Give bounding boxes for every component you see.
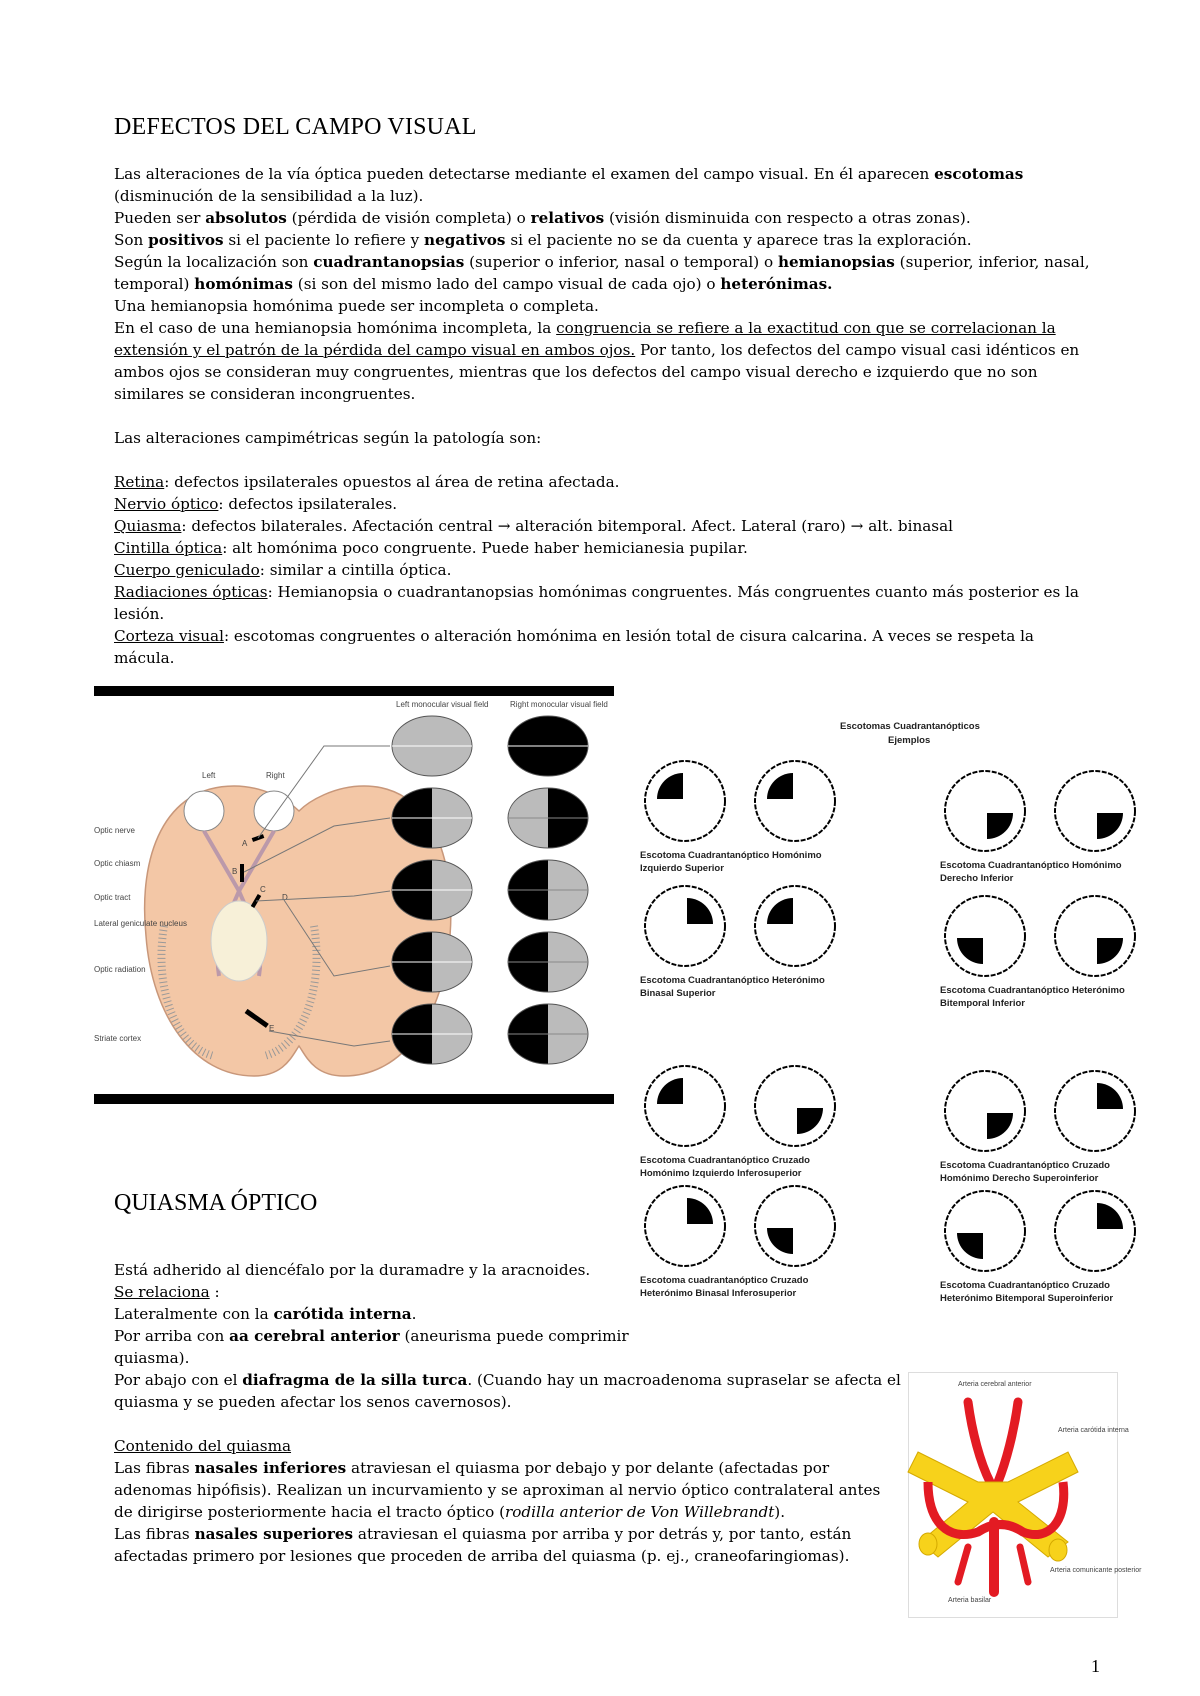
- pathology-item: [114, 559, 1099, 581]
- page-title: DEFECTOS DEL CAMPO VISUAL: [114, 114, 477, 140]
- scotoma-disc: [945, 896, 1025, 976]
- right-field-disc: [508, 1004, 588, 1064]
- scotoma-discs: [645, 761, 1135, 1271]
- right-field-disc: [508, 860, 588, 920]
- left-field-disc: [392, 1004, 472, 1064]
- scotoma-disc: [645, 1066, 725, 1146]
- label-lgn: Lateral geniculate nucleus: [94, 919, 187, 928]
- pathology-label: Retina: [114, 473, 165, 491]
- intro-paragraph: Según la localización son cuadrantanopsias (superior o inferior, nasal o temporal) o hemianopsias (superior, inferior, nasal, temporal) homónimas (si son del mismo lado del campo visual de cada ojo) o heterónimas.: [114, 253, 1090, 293]
- pathology-item: [114, 581, 1099, 625]
- pathology-description: : defectos bilaterales. Afectación central → alteración bitemporal. Afect. Lateral (raro) → alt. binasal: [181, 517, 954, 535]
- quiasma-paragraph: Se relaciona :: [114, 1283, 220, 1301]
- intro-text: [114, 163, 1099, 669]
- pathology-item: [114, 537, 1099, 559]
- pathology-description: : alt homónima poco congruente. Puede haber hemicianesia pupilar.: [222, 539, 748, 557]
- pathology-item: [114, 625, 1099, 669]
- quiasma-paragraph: Está adherido al diencéfalo por la duramadre y la aracnoides.: [114, 1261, 591, 1279]
- scotoma-caption: Escotoma Cuadrantanóptico Homónimo Izquierdo Superior: [640, 850, 822, 874]
- scotoma-figure-title: Escotomas Cuadrantanópticos: [840, 721, 980, 732]
- label-optic-chiasm: Optic chiasm: [94, 859, 141, 868]
- right-field-disc: [508, 716, 588, 776]
- pathology-description: : defectos ipsilaterales opuestos al área de retina afectada.: [164, 473, 620, 491]
- intro-paragraph: Una hemianopsia homónima puede ser incompleta o completa.: [114, 297, 599, 315]
- scotoma-disc: [755, 886, 835, 966]
- pathology-description: : escotomas congruentes o alteración homónima en lesión total de cisura calcarina. A veces se respeta la mácula.: [114, 627, 1034, 667]
- quiasma-paragraph: Lateralmente con la carótida interna.: [114, 1305, 417, 1323]
- scotoma-disc: [945, 1071, 1025, 1151]
- right-field-disc: [508, 788, 588, 848]
- scotoma-disc: [645, 761, 725, 841]
- section-title-quiasma: QUIASMA ÓPTICO: [114, 1190, 318, 1216]
- lesion-d: D: [282, 893, 288, 902]
- chiasm-vascular-figure: [908, 1372, 1142, 1618]
- intro-paragraph: Las alteraciones campimétricas según la patología son:: [114, 429, 542, 447]
- left-field-disc: [392, 788, 472, 848]
- label-striate-cortex: Striate cortex: [94, 1034, 142, 1043]
- intro-paragraph: Pueden ser absolutos (pérdida de visión completa) o relativos (visión disminuida con respecto a otras zonas).: [114, 209, 971, 227]
- lesion-e: E: [269, 1024, 275, 1033]
- left-field-disc: [392, 860, 472, 920]
- pathology-item: [114, 515, 1099, 537]
- quiasma-text: [114, 1259, 901, 1567]
- scotoma-disc: [755, 761, 835, 841]
- scotoma-disc: [1055, 896, 1135, 976]
- scotoma-disc: [645, 1186, 725, 1266]
- intro-paragraph: En el caso de una hemianopsia homónima incompleta, la congruencia se refiere a la exactitud con que se correlacionan la extensión y el patrón de la pérdida del campo visual en ambos ojos. Por tanto, los defectos del campo visual casi idénticos en ambos ojos se consideran muy congruentes, mientras que los defectos del campo visual derecho e izquierdo que no son similares se consideran incongruentes.: [114, 319, 1080, 403]
- scotoma-disc: [1055, 1071, 1135, 1151]
- pathology-label: Radiaciones ópticas: [114, 583, 268, 601]
- scotoma-caption: Escotoma Cuadrantanóptico Cruzado Homónimo Derecho Superoinferior: [940, 1160, 1110, 1184]
- scotoma-caption: Escotoma Cuadrantanóptico Heterónimo Bitemporal Inferior: [940, 985, 1125, 1009]
- left-field-disc: [392, 716, 472, 776]
- scotoma-disc: [945, 771, 1025, 851]
- pathology-description: : Hemianopsia o cuadrantanopsias homónimas congruentes. Más congruentes cuanto más posterior es la lesión.: [114, 583, 1079, 623]
- intro-paragraph: Las alteraciones de la vía óptica pueden detectarse mediante el examen del campo visual. En él aparecen escotomas (disminución de la sensibilidad a la luz).: [114, 165, 1024, 205]
- scotoma-figure-subtitle: Ejemplos: [888, 735, 931, 746]
- scotoma-caption: Escotoma Cuadrantanóptico Homónimo Derecho Inferior: [940, 860, 1122, 884]
- label-optic-tract: Optic tract: [94, 893, 131, 902]
- visual-field-discs: [392, 716, 588, 1064]
- pathology-label: Cintilla óptica: [114, 539, 223, 557]
- right-field-disc: [508, 932, 588, 992]
- scotoma-disc: [645, 886, 725, 966]
- scotoma-caption: Escotoma Cuadrantanóptico Cruzado Homónimo Izquierdo Inferosuperior: [640, 1155, 810, 1179]
- label-optic-radiation: Optic radiation: [94, 965, 146, 974]
- pathology-item: [114, 471, 1099, 493]
- scotoma-disc: [755, 1186, 835, 1266]
- pathology-label: Quiasma: [114, 517, 182, 535]
- right-label: Right: [266, 771, 285, 780]
- lesion-c: C: [260, 885, 266, 894]
- label-cerebral-anterior: Arteria cerebral anterior: [958, 1381, 1032, 1388]
- quiasma-paragraph: Por abajo con el diafragma de la silla turca. (Cuando hay un macroadenoma supraselar se afecta el quiasma y se pueden afectar los senos cavernosos).: [114, 1371, 901, 1411]
- left-field-disc: [392, 932, 472, 992]
- pathology-description: : defectos ipsilaterales.: [218, 495, 398, 513]
- pathology-label: Nervio óptico: [114, 495, 219, 513]
- left-label: Left: [202, 771, 216, 780]
- right-field-header: Right monocular visual field: [510, 700, 608, 709]
- scotoma-caption: Escotoma Cuadrantanóptico Cruzado Heterónimo Bitemporal Superoinferior: [940, 1280, 1114, 1304]
- label-optic-nerve: Optic nerve: [94, 826, 135, 835]
- label-carotida: Arteria carótida interna: [1058, 1427, 1129, 1434]
- intro-paragraph: Son positivos si el paciente lo refiere y negativos si el paciente no se da cuenta y aparece tras la exploración.: [114, 231, 972, 249]
- page-number: 1: [1091, 1656, 1100, 1676]
- visual-pathway-figure: [94, 686, 614, 1104]
- label-basilar: Arteria basilar: [948, 1597, 992, 1604]
- quiasma-paragraph: Contenido del quiasma: [114, 1437, 292, 1455]
- lesion-b: B: [232, 867, 238, 876]
- pathology-description: : similar a cintilla óptica.: [259, 561, 452, 579]
- label-comunicante: Arteria comunicante posterior: [1050, 1567, 1142, 1574]
- quiasma-paragraph: Las fibras nasales inferiores atraviesan el quiasma por debajo y por delante (afectadas por adenomas hipófisis). Realizan un incurvamiento y se aproximan al nervio óptico contralateral antes de dirigirse posteriormente hacia el tracto óptico (rodilla anterior de Von Willebrandt).: [114, 1459, 881, 1521]
- pathology-item: [114, 493, 1099, 515]
- lesion-a: A: [242, 839, 248, 848]
- pathology-label: Cuerpo geniculado: [114, 561, 260, 579]
- pathology-list: [114, 471, 1099, 669]
- scotoma-disc: [945, 1191, 1025, 1271]
- scotoma-caption: Escotoma Cuadrantanóptico Heterónimo Binasal Superior: [640, 975, 825, 999]
- scotoma-disc: [1055, 1191, 1135, 1271]
- left-field-header: Left monocular visual field: [396, 700, 489, 709]
- left-eye: [184, 791, 224, 831]
- scotoma-caption: Escotoma cuadrantanóptico Cruzado Heterónimo Binasal Inferosuperior: [640, 1275, 809, 1299]
- quiasma-paragraph: Las fibras nasales superiores atraviesan el quiasma por arriba y por detrás y, por tanto, están afectadas primero por lesiones que proceden de arriba del quiasma (p. ej., craneofaringiomas).: [114, 1525, 852, 1565]
- pathology-label: Corteza visual: [114, 627, 224, 645]
- scotoma-disc: [1055, 771, 1135, 851]
- scotoma-disc: [755, 1066, 835, 1146]
- quiasma-paragraph: Por arriba con aa cerebral anterior (aneurisma puede comprimir quiasma).: [114, 1327, 629, 1367]
